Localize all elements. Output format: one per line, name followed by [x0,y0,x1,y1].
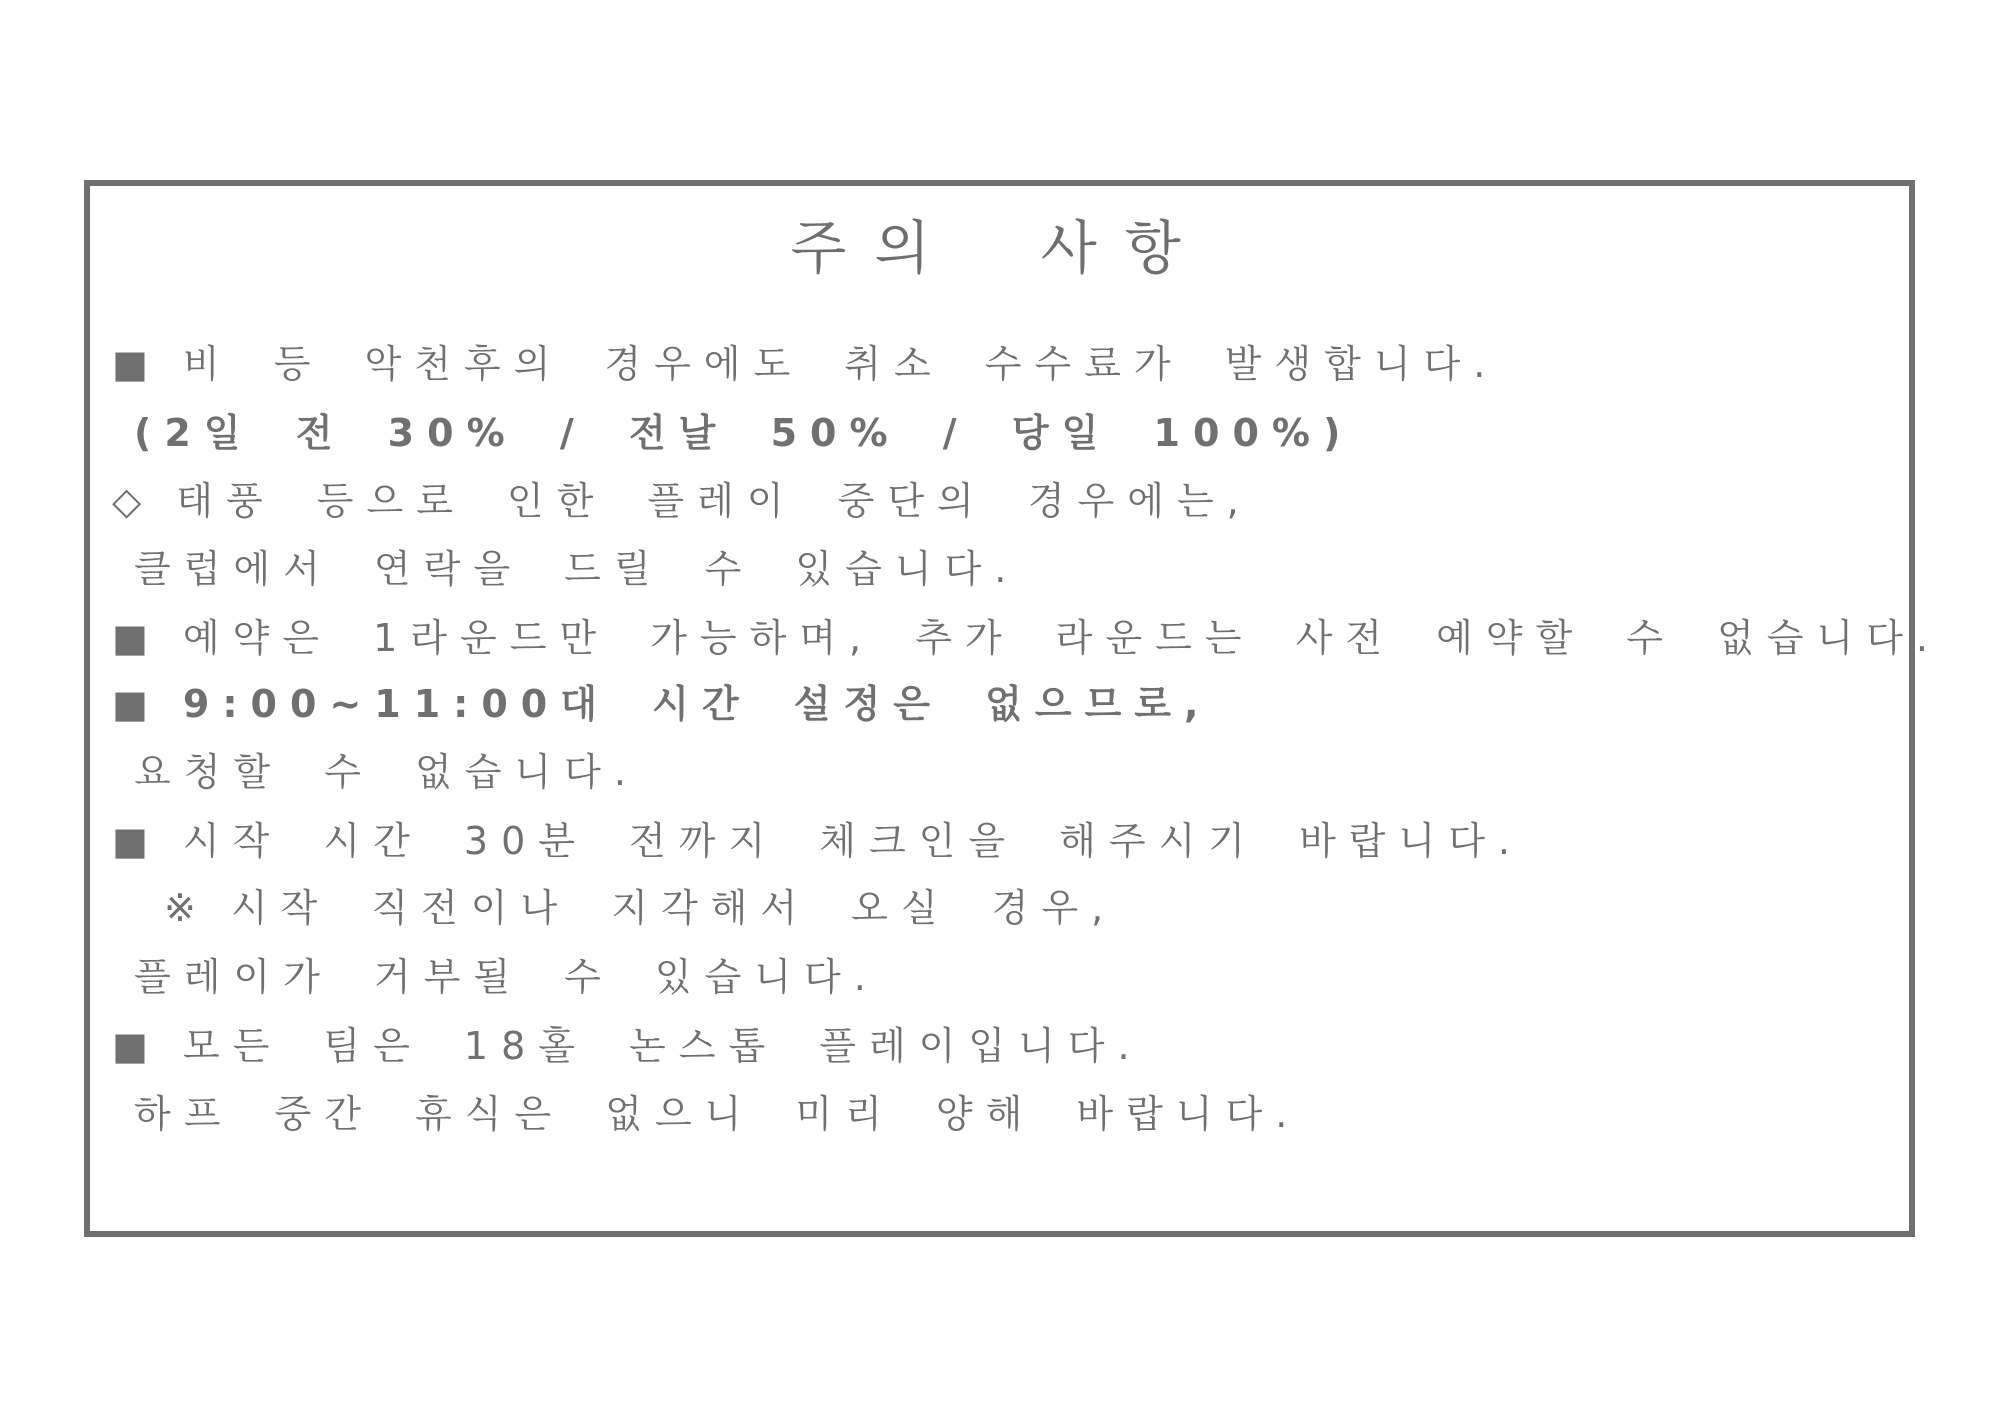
notice-text: 플레이가 거부될 수 있습니다. [134,955,879,999]
notice-line [134,952,879,1002]
notice-line [134,544,1019,594]
notice-text: 비 등 악천후의 경우에도 취소 수수료가 발생합니다. [182,342,1499,386]
notice-line [112,476,1252,526]
notice-line [134,747,639,797]
notice-line [164,883,1116,933]
square-bullet-icon: ■ [112,342,161,386]
notice-text: 태풍 등으로 인한 플레이 중단의 경우에는, [176,479,1252,523]
square-bullet-icon: ■ [112,682,161,726]
notice-line [112,339,1498,389]
notice-line [134,408,1353,458]
notice-line [112,1021,1143,1071]
notice-line [112,679,1211,729]
notice-line [112,816,1523,866]
notice-line [112,613,1941,663]
notice-text: 9:00~11:00대 시간 설정은 없으므로, [182,682,1212,726]
square-bullet-icon: ■ [112,819,161,863]
notice-text: 클럽에서 연락을 드릴 수 있습니다. [134,547,1020,591]
notice-text: 하프 중간 휴식은 없으니 미리 양해 바랍니다. [134,1092,1301,1136]
notice-title: 주의 사항 [790,214,1209,282]
notice-text: 시작 시간 30분 전까지 체크인을 해주시기 바랍니다. [182,819,1523,863]
square-bullet-icon: ■ [112,1024,161,1068]
notice-box [84,180,1941,1237]
notice-line [134,1089,1300,1139]
notice-text: (2일 전 30% / 전날 50% / 당일 100%) [134,411,1354,455]
notice-text: 예약은 1라운드만 가능하며, 추가 라운드는 사전 예약할 수 없습니다. [182,616,1941,660]
diamond-bullet-icon: ◇ [112,479,155,523]
square-bullet-icon: ■ [112,616,161,660]
reference-mark-icon: ※ [164,886,209,930]
notice-text: 시작 직전이나 지각해서 오실 경우, [230,886,1117,930]
notice-text: 요청할 수 없습니다. [134,750,639,794]
notice-text: 모든 팀은 18홀 논스톱 플레이입니다. [182,1024,1143,1068]
